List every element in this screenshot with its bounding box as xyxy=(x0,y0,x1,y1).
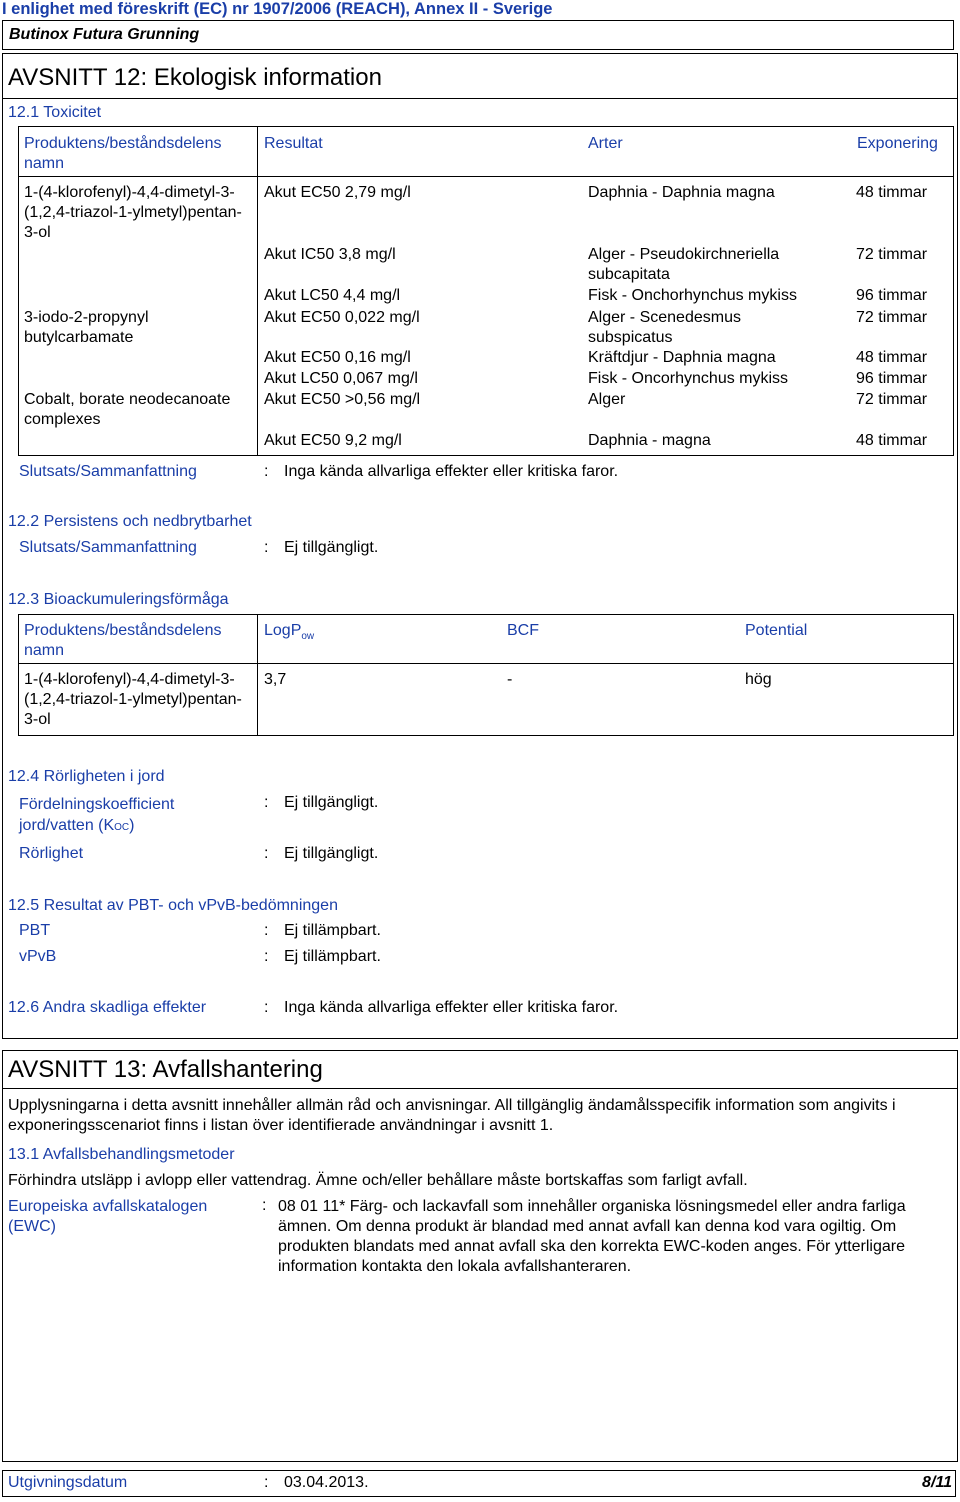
koc-label-part-b: ) xyxy=(129,817,135,834)
pbt-value: Ej tillämpbart. xyxy=(284,922,381,939)
toxicity-exposure-8: 48 timmar xyxy=(856,432,928,449)
koc-colon: : xyxy=(264,794,269,811)
bioaccumulation-header-rule xyxy=(18,663,954,664)
toxicity-result-8: Akut EC50 9,2 mg/l xyxy=(264,432,402,449)
pbt-colon: : xyxy=(264,922,269,939)
vpvb-label: vPvB xyxy=(19,948,57,965)
toxicity-species-5: Kräftdjur - Daphnia magna xyxy=(588,349,776,366)
section-12-title: AVSNITT 12: Ekologisk information xyxy=(8,64,382,91)
mobility-label: Rörlighet xyxy=(19,845,84,862)
mobility-value: Ej tillgängligt. xyxy=(284,845,379,862)
ewc-value: 08 01 11* Färg- och lackavfall som innehåller organiska lösningsmedel eller andra farliga ämnen. Om denna produkt är blandad med annat avfall kan denna kod vara ogiltig. Om produkten blandats med annat avfall ska den korrekta EWC-koden anges. För ytterligare information kontakta den lokala avfallshanteraren. xyxy=(278,1198,906,1275)
page-number: 8/11 xyxy=(922,1474,952,1491)
section-13-intro: Upplysningarna i detta avsnitt innehåller allmän råd och anvisningar. All tillgänglig ändamålsspecifik information som angivits i exponeringsscenariot finns i listan över identifierade användningar i avsnitt 1. xyxy=(8,1097,896,1134)
mobility-heading: 12.4 Rörligheten i jord xyxy=(8,768,165,785)
toxicity-exposure-6: 96 timmar xyxy=(856,370,928,387)
toxicity-result-4: Akut EC50 0,022 mg/l xyxy=(264,309,420,326)
toxicity-exposure-2: 72 timmar xyxy=(856,246,928,263)
toxicity-name-1: 1-(4-klorofenyl)-4,4-dimetyl-3-(1,2,4-triazol-1-ylmetyl)pentan-3-ol xyxy=(24,184,242,241)
toxicity-species-6: Fisk - Oncorhynchus mykiss xyxy=(588,370,789,387)
persistence-summary-label: Slutsats/Sammanfattning xyxy=(19,539,197,556)
pbt-heading: 12.5 Resultat av PBT- och vPvB-bedömningen xyxy=(8,897,338,914)
bioaccumulation-col-bcf: BCF xyxy=(507,622,539,639)
bioaccumulation-potential-1: hög xyxy=(745,671,772,688)
toxicity-species-1: Daphnia - Daphnia magna xyxy=(588,184,775,201)
toxicity-exposure-1: 48 timmar xyxy=(856,184,928,201)
bioaccumulation-bcf-1: - xyxy=(507,671,513,688)
toxicity-species-7: Alger xyxy=(588,391,626,408)
bioaccumulation-col-logp xyxy=(264,622,314,642)
toxicity-result-2: Akut IC50 3,8 mg/l xyxy=(264,246,396,263)
persistence-heading: 12.2 Persistens och nedbrytbarhet xyxy=(8,513,252,530)
mobility-colon: : xyxy=(264,845,269,862)
logp-subscript: ow xyxy=(301,631,315,643)
toxicity-result-1: Akut EC50 2,79 mg/l xyxy=(264,184,411,201)
other-effects-value: Inga kända allvarliga effekter eller kritiska faror. xyxy=(284,999,619,1016)
koc-label-line-1: Fördelningskoefficient xyxy=(19,796,175,813)
section-13-title: AVSNITT 13: Avfallshantering xyxy=(8,1056,323,1083)
koc-label xyxy=(19,794,174,838)
toxicity-exposure-4: 72 timmar xyxy=(856,309,928,326)
logp-label: LogP xyxy=(264,622,302,639)
footer-box xyxy=(2,1470,956,1497)
toxicity-result-5: Akut EC50 0,16 mg/l xyxy=(264,349,411,366)
toxicity-summary-value: Inga kända allvarliga effekter eller kritiska faror. xyxy=(284,463,619,480)
toxicity-species-8: Daphnia - magna xyxy=(588,432,711,449)
toxicity-col-exposure: Exponering xyxy=(857,135,938,152)
toxicity-result-6: Akut LC50 0,067 mg/l xyxy=(264,370,418,387)
bioaccumulation-name-1: 1-(4-klorofenyl)-4,4-dimetyl-3-(1,2,4-triazol-1-ylmetyl)pentan-3-ol xyxy=(24,671,242,728)
toxicity-exposure-7: 72 timmar xyxy=(856,391,928,408)
bioaccumulation-col-potential: Potential xyxy=(745,622,808,639)
toxicity-exposure-3: 96 timmar xyxy=(856,287,928,304)
persistence-summary-colon: : xyxy=(264,539,269,556)
toxicity-col-name: Produktens/beståndsdelens namn xyxy=(24,135,222,172)
other-effects-label: 12.6 Andra skadliga effekter xyxy=(8,999,207,1016)
toxicity-heading: 12.1 Toxicitet xyxy=(8,104,102,121)
product-name: Butinox Futura Grunning xyxy=(9,26,200,43)
koc-label-subscript: OC xyxy=(114,822,130,833)
pbt-label: PBT xyxy=(19,922,51,939)
toxicity-summary-colon: : xyxy=(264,463,269,480)
toxicity-result-3: Akut LC50 4,4 mg/l xyxy=(264,287,401,304)
bioaccumulation-col-name: Produktens/beståndsdelens namn xyxy=(24,622,222,659)
toxicity-result-7: Akut EC50 >0,56 mg/l xyxy=(264,391,421,408)
persistence-summary-value: Ej tillgängligt. xyxy=(284,539,379,556)
bioaccumulation-heading: 12.3 Bioackumuleringsförmåga xyxy=(8,591,229,608)
toxicity-col-rule-1 xyxy=(257,126,258,456)
section-12-title-rule xyxy=(2,98,958,99)
koc-label-part-a: jord/vatten (K xyxy=(19,817,115,834)
toxicity-species-3: Fisk - Onchorhynchus mykiss xyxy=(588,287,797,304)
ewc-label: Europeiska avfallskatalogen (EWC) xyxy=(8,1198,208,1235)
toxicity-col-result: Resultat xyxy=(264,135,323,152)
issue-date-colon: : xyxy=(264,1474,269,1491)
koc-label-line-2 xyxy=(19,815,174,838)
toxicity-species-4: Alger - Scenedesmus subspicatus xyxy=(588,309,741,346)
toxicity-name-7: Cobalt, borate neodecanoate complexes xyxy=(24,391,231,428)
regulation-title: I enlighet med föreskrift (EC) nr 1907/2006 (REACH), Annex II - Sverige xyxy=(2,0,553,18)
toxicity-exposure-5: 48 timmar xyxy=(856,349,928,366)
koc-value: Ej tillgängligt. xyxy=(284,794,379,811)
issue-date-value: 03.04.2013. xyxy=(284,1474,369,1491)
waste-methods-heading: 13.1 Avfallsbehandlingsmetoder xyxy=(8,1146,235,1163)
toxicity-summary-label: Slutsats/Sammanfattning xyxy=(19,463,197,480)
toxicity-name-4: 3-iodo-2-propynyl butylcarbamate xyxy=(24,309,149,346)
ewc-colon: : xyxy=(262,1197,267,1214)
vpvb-value: Ej tillämpbart. xyxy=(284,948,381,965)
waste-methods-text: Förhindra utsläpp i avlopp eller vattendrag. Ämne och/eller behållare måste bortskaffas som farligt avfall. xyxy=(8,1172,748,1189)
vpvb-colon: : xyxy=(264,948,269,965)
product-name-box xyxy=(2,20,954,50)
toxicity-species-2: Alger - Pseudokirchneriella subcapitata xyxy=(588,246,780,283)
toxicity-table-header-rule xyxy=(18,176,954,177)
section-13-title-rule xyxy=(2,1088,958,1089)
toxicity-col-species: Arter xyxy=(588,135,623,152)
bioaccumulation-logp-1: 3,7 xyxy=(264,671,287,688)
other-effects-colon: : xyxy=(264,999,269,1016)
issue-date-label: Utgivningsdatum xyxy=(8,1474,128,1491)
